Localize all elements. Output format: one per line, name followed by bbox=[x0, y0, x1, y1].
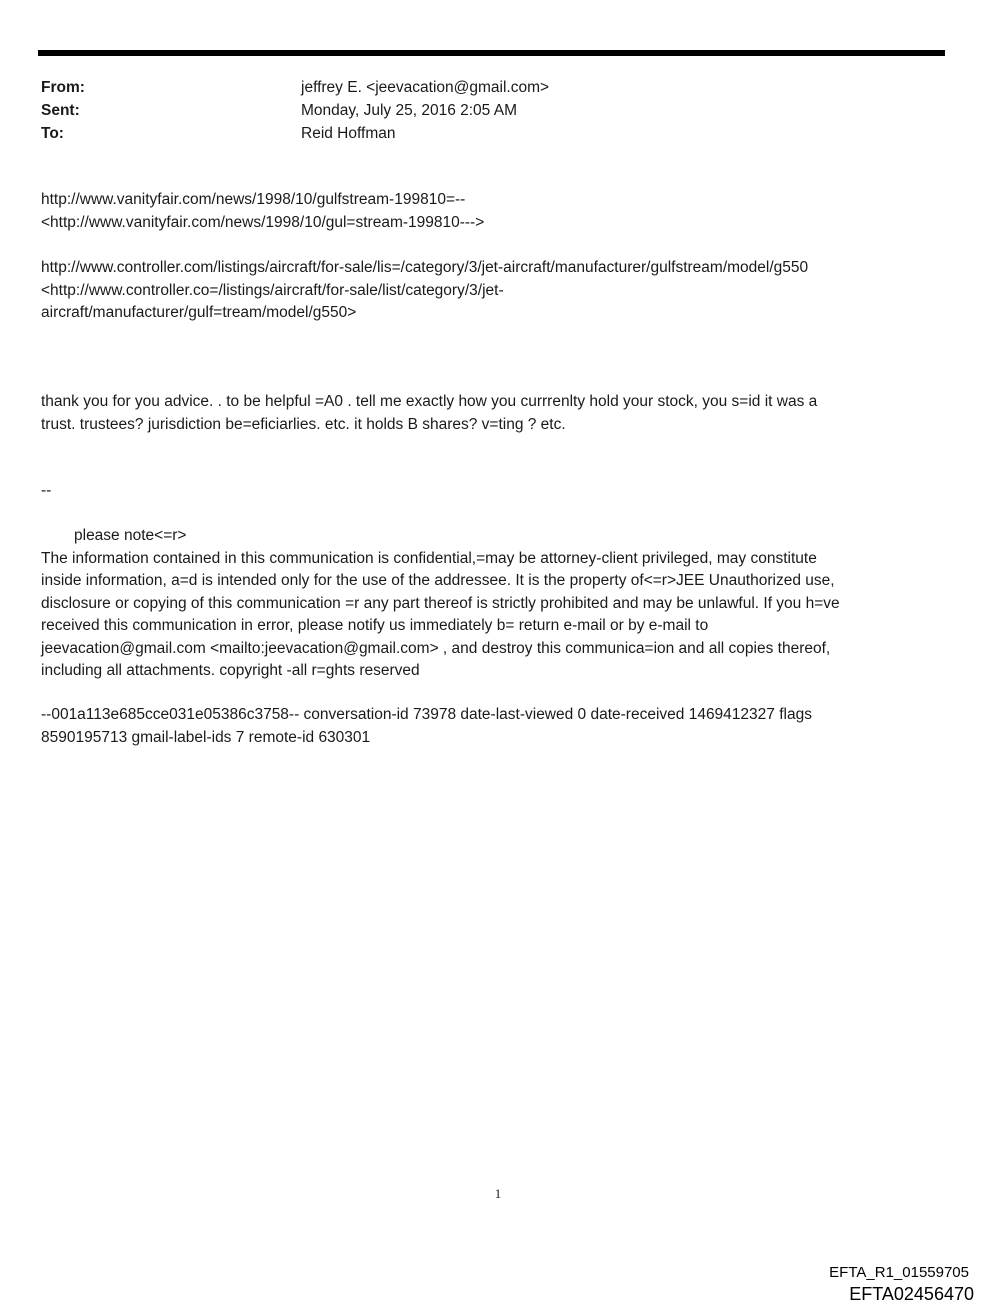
message-body bbox=[41, 391, 941, 436]
link-line: http://www.vanityfair.com/news/1998/10/gulfstream-199810=-- bbox=[41, 191, 466, 208]
sent-label: Sent: bbox=[41, 102, 80, 119]
page-number: 1 bbox=[494, 1186, 502, 1201]
metadata-line: 8590195713 gmail-label-ids 7 remote-id 630301 bbox=[41, 728, 371, 746]
link-line: aircraft/manufacturer/gulf=tream/model/g550> bbox=[41, 304, 357, 321]
disclaimer bbox=[41, 525, 941, 683]
from-row bbox=[41, 76, 901, 99]
link-line: <http://www.vanityfair.com/news/1998/10/gul=stream-199810---> bbox=[41, 213, 485, 231]
message-line: trust. trustees? jurisdiction be=eficiarlies. etc. it holds B shares? v=ting ? etc. bbox=[41, 415, 566, 433]
from-label: From: bbox=[41, 79, 85, 96]
disclaimer-line: jeevacation@gmail.com <mailto:jeevacation@gmail.com> , and destroy this communica=ion and all copies thereof, bbox=[41, 639, 831, 657]
disclaimer-line: received this communication in error, please notify us immediately b= return e-mail or by e-mail to bbox=[41, 617, 709, 634]
controller-links bbox=[41, 257, 941, 325]
disclaimer-line: including all attachments. copyright -all r=ghts reserved bbox=[41, 662, 420, 679]
message-line: thank you for you advice. . to be helpful =A0 . tell me exactly how you currrenlty hold your stock, you s=id it was a bbox=[41, 393, 818, 410]
from-value: jeffrey E. <jeevacation@gmail.com> bbox=[301, 79, 550, 96]
to-row bbox=[41, 122, 901, 145]
to-label: To: bbox=[41, 125, 64, 142]
sent-row bbox=[41, 99, 901, 122]
bates-number-secondary: EFTA02456470 bbox=[849, 1284, 974, 1304]
metadata-line: --001a113e685cce031e05386c3758-- conversation-id 73978 date-last-viewed 0 date-received 1469412327 flags bbox=[41, 706, 812, 723]
vanityfair-links bbox=[41, 189, 941, 234]
to-value: Reid Hoffman bbox=[301, 125, 396, 142]
separator-text: -- bbox=[41, 482, 52, 499]
top-rule bbox=[38, 50, 945, 56]
message-metadata bbox=[41, 704, 941, 749]
email-headers bbox=[41, 76, 901, 145]
link-line: http://www.controller.com/listings/aircraft/for-sale/lis=/category/3/jet-aircraft/manufacturer/gulfstream/model/g550 bbox=[41, 259, 809, 276]
link-line: <http://www.controller.co=/listings/aircraft/for-sale/list/category/3/jet- bbox=[41, 281, 504, 299]
disclaimer-note: please note<=r> bbox=[74, 527, 187, 544]
disclaimer-line: The information contained in this communication is confidential,=may be attorney-client privileged, may constitute bbox=[41, 549, 817, 567]
disclaimer-line: disclosure or copying of this communication =r any part thereof is strictly prohibited and may be unlawful. If you h=ve bbox=[41, 594, 840, 612]
sent-value: Monday, July 25, 2016 2:05 AM bbox=[301, 102, 517, 119]
bates-number-primary: EFTA_R1_01559705 bbox=[829, 1264, 969, 1281]
signature-separator bbox=[41, 480, 941, 503]
disclaimer-line: inside information, a=d is intended only for the use of the addressee. It is the property of<=r>JEE Unauthorized use, bbox=[41, 572, 835, 589]
